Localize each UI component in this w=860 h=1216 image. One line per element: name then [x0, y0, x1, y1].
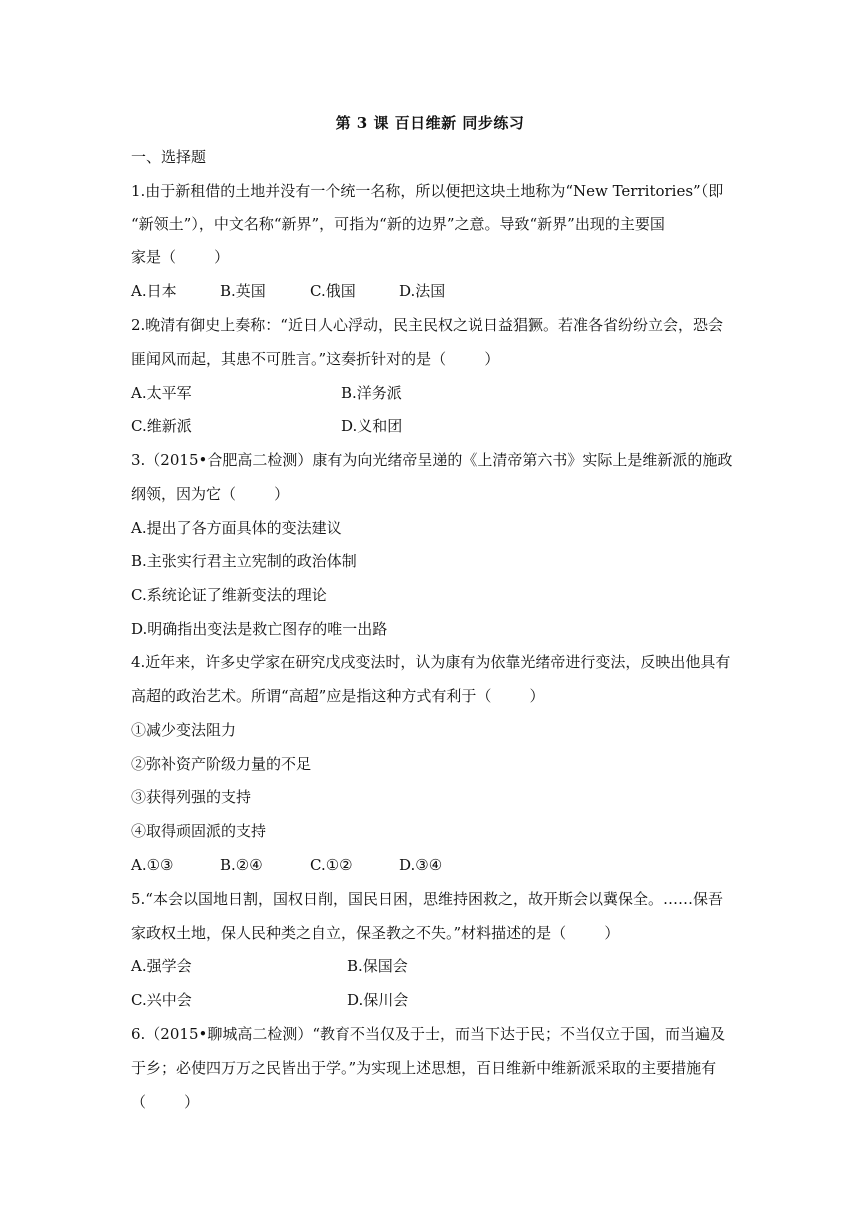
question-3-line-2: 纲领，因为它（ ） — [131, 485, 290, 503]
question-4-option-c: C.①② — [310, 856, 353, 874]
question-4-option-d: D.③④ — [399, 856, 443, 874]
question-1-option-d: D.法国 — [399, 282, 446, 300]
question-4-item-1: ①减少变法阻力 — [131, 721, 237, 739]
page-title: 第 3 课 百日维新 同步练习 — [335, 114, 525, 132]
question-2-line-1: 2.晚清有御史上奏称：“近日人心浮动，民主民权之说日益猖獗。若准各省纷纷立会，恐会 — [131, 316, 723, 334]
question-4-item-2: ②弥补资产阶级力量的不足 — [131, 755, 312, 773]
question-6-line-2: 于乡；必使四万万之民皆出于学。”为实现上述思想，百日维新中维新派采取的主要措施有 — [131, 1059, 717, 1077]
question-2-line-2: 匪闻风而起，其患不可胜言。”这奏折针对的是（ ） — [131, 350, 500, 368]
question-1-option-c: C.俄国 — [310, 282, 356, 300]
question-1-line-2: “新领土”），中文名称“新界”，可指为“新的边界”之意。导致“新界”出现的主要国 — [131, 215, 665, 233]
section-heading: 一、选择题 — [131, 148, 207, 166]
question-3-option-c: C.系统论证了维新变法的理论 — [131, 586, 327, 604]
question-5-line-1: 5.“本会以国地日割，国权日削，国民日困，思维持困救之，故开斯会以冀保全。……保吾 — [131, 890, 723, 908]
question-4-option-a: A.①③ — [131, 856, 174, 874]
question-3-option-d: D.明确指出变法是救亡图存的唯一出路 — [131, 620, 388, 638]
question-2-option-b: B.洋务派 — [341, 384, 402, 402]
question-4-line-2: 高超的政治艺术。所谓“高超”应是指这种方式有利于（ ） — [131, 687, 545, 705]
question-6-line-1: 6.（2015•聊城高二检测）“教育不当仅及于士，而当下达于民；不当仅立于国，而当遍及 — [131, 1025, 726, 1043]
question-3-option-a: A.提出了各方面具体的变法建议 — [131, 519, 342, 537]
question-4-line-1: 4.近年来，许多史学家在研究戊戌变法时，认为康有为依靠光绪帝进行变法，反映出他具有 — [131, 653, 731, 671]
question-5-option-d: D.保川会 — [347, 991, 409, 1009]
question-1-option-a: A.日本 — [131, 282, 177, 300]
question-3-option-b: B.主张实行君主立宪制的政治体制 — [131, 552, 357, 570]
question-5-line-2: 家政权土地，保人民种类之自立，保圣教之不失。”材料描述的是（ ） — [131, 924, 620, 942]
question-2-option-d: D.义和团 — [341, 417, 403, 435]
question-4-item-3: ③获得列强的支持 — [131, 788, 252, 806]
question-5-option-b: B.保国会 — [347, 957, 408, 975]
question-5-option-c: C.兴中会 — [131, 991, 192, 1009]
question-2-option-a: A.太平军 — [131, 384, 192, 402]
question-2-option-c: C.维新派 — [131, 417, 192, 435]
question-4-option-b: B.②④ — [220, 856, 263, 874]
question-1-line-1: 1.由于新租借的土地并没有一个统一名称，所以便把这块土地称为“New Territories”（即 — [131, 182, 724, 200]
question-1-line-3: 家是（ ） — [131, 248, 230, 266]
question-5-option-a: A.强学会 — [131, 957, 192, 975]
question-4-item-4: ④取得顽固派的支持 — [131, 822, 267, 840]
question-1-option-b: B.英国 — [220, 282, 266, 300]
question-6-line-3: （ ） — [131, 1093, 200, 1111]
question-3-line-1: 3.（2015•合肥高二检测）康有为向光绪帝呈递的《上清帝第六书》实际上是维新派的施政 — [131, 451, 733, 469]
